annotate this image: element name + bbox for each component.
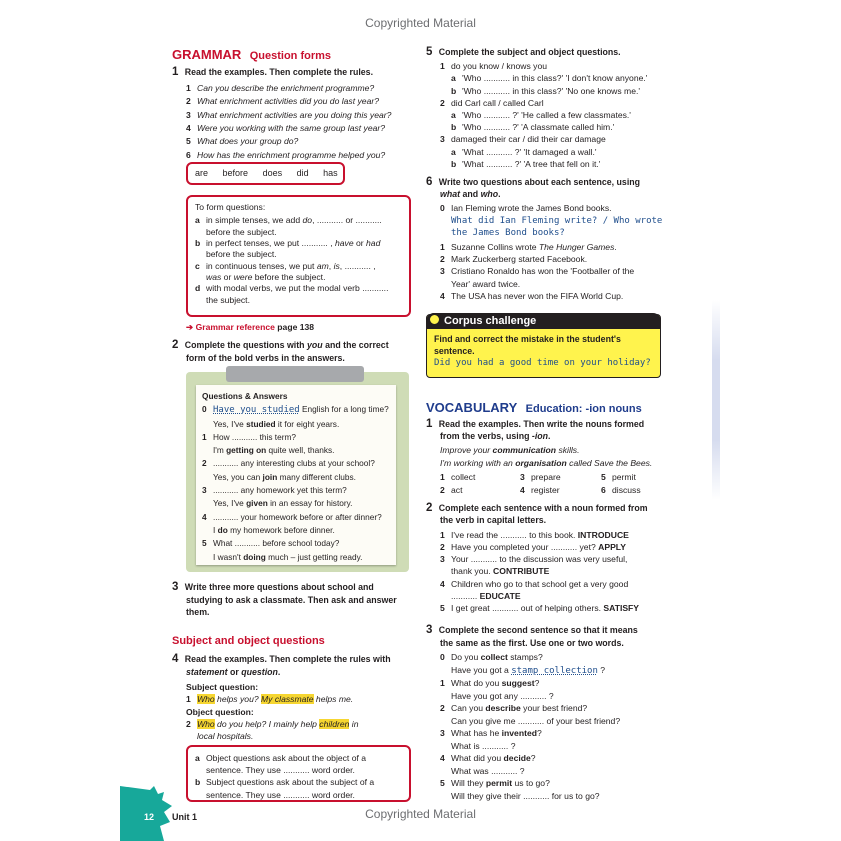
rule-b-cont: sentence. They use ........... word order.: [206, 789, 355, 800]
rules-box: [186, 195, 411, 317]
vocabulary-heading: [426, 399, 642, 417]
grammar-subtitle: Question forms: [249, 50, 332, 62]
watermark-top: Copyrighted Material: [365, 16, 476, 30]
list-item: 3 What has he invented?: [440, 728, 542, 738]
list-item: 4 What did you decide?: [440, 753, 536, 763]
vocab-exercise-2: [426, 502, 648, 615]
list-item: 1 I've read the ........... to this book. INTRODUCE: [440, 529, 629, 540]
grammar-title: GRAMMAR: [172, 47, 242, 62]
corpus-challenge-title: Corpus challenge: [444, 315, 537, 327]
list-item: 2 Have you completed your ........... yet? APPLY: [440, 541, 626, 552]
list-item: a 'What ........... ?' 'It damaged a wall.': [451, 146, 597, 157]
corpus-instruction: Find and correct the mistake in the student's: [434, 334, 621, 344]
list-item: 3 What enrichment activities are you doing this year?: [186, 109, 392, 120]
example-list: [186, 83, 391, 163]
corpus-instruction-cont: sentence.: [434, 346, 475, 357]
answer-row: I do my homework before dinner.: [213, 524, 335, 535]
list-item: 3 Your ........... to the discussion was very useful,: [440, 554, 628, 565]
list-item-cont: thank you. CONTRIBUTE: [451, 566, 550, 577]
word-item: 2 act: [440, 484, 463, 495]
list-item: 0 Do you collect stamps?: [440, 652, 543, 662]
question-row: 1 How ........... this term?: [202, 431, 296, 442]
answer-row: Yes, I've studied it for eight years.: [213, 418, 340, 429]
exercise-instruction-cont: them.: [186, 606, 210, 617]
question-row: 3 ........... any homework yet this term?: [202, 485, 347, 496]
list-item-cont: Have you got any ........... ?: [451, 690, 554, 701]
grammar-exercise-1: [172, 65, 391, 163]
exercise-instruction: Read the examples. Then write the nouns formed: [438, 419, 645, 429]
list-item: 1 What do you suggest?: [440, 678, 540, 688]
exercise-instruction: Complete the subject and object questions.: [438, 47, 621, 57]
exercise-instruction: Complete the second sentence so that it means: [438, 625, 638, 635]
list-item: 0 Ian Fleming wrote the James Bond books.: [440, 203, 612, 214]
rule-a: a Object questions ask about the object of a: [195, 753, 367, 763]
exercise-instruction-cont: studying to ask a classmate. Then ask and answer: [186, 595, 397, 606]
handwritten-answer: Have you studied: [213, 405, 300, 416]
page-edge-decoration: [712, 300, 720, 500]
subject-question-example: 1 Who helps you? My classmate helps me.: [186, 694, 354, 705]
exercise-number: 4: [172, 653, 179, 665]
rule-b: b in perfect tenses, we put ........... , have or had: [195, 238, 381, 249]
grammar-reference-page: page 138: [277, 322, 315, 332]
list-item: b 'What ........... ?' 'A tree that fell on it.': [451, 158, 601, 169]
exercise-instruction: Read the examples. Then complete the rules with: [184, 654, 391, 664]
list-item-cont: Can you give me ........... of your best friend?: [451, 715, 621, 726]
word-item: 1 collect: [440, 471, 476, 482]
exercise-instruction-cont: from the verbs, using -ion.: [440, 431, 551, 442]
answer-row: I wasn't doing much – just getting ready.: [213, 551, 363, 562]
rule-b: b Subject questions ask about the subject of a: [195, 777, 375, 788]
list-item: a 'Who ........... in this class?' 'I don't know anyone.': [451, 73, 648, 84]
list-item: 5 I get great ........... out of helping others. SATISFY: [440, 603, 640, 614]
word-item: 3 prepare: [520, 471, 561, 482]
rule-c: c in continuous tenses, we put am, is, ........... ,: [195, 260, 376, 271]
exercise-instruction-cont: what and who.: [440, 189, 501, 200]
exercise-instruction-cont: the verb in capital letters.: [440, 515, 547, 526]
object-question-label: Object question:: [186, 706, 254, 717]
card-title: Questions & Answers: [202, 391, 288, 401]
rule-a-cont: sentence. They use ........... word order.: [206, 765, 355, 776]
rule-a: a in simple tenses, we add do, ........... or ...........: [195, 215, 382, 226]
corpus-challenge-icon: [428, 313, 441, 326]
question-row: 2 ........... any interesting clubs at your school?: [202, 458, 375, 469]
grammar-exercise-6: [426, 176, 662, 302]
subject-question-label: Subject question:: [186, 681, 259, 692]
grammar-reference-link[interactable]: [186, 322, 314, 333]
exercise-instruction: Complete each sentence with a noun formed from: [438, 503, 648, 513]
watermark-bottom: Copyrighted Material: [365, 807, 476, 821]
exercise-instruction-cont: form of the bold verbs in the answers.: [186, 353, 345, 364]
list-item: 2 Mark Zuckerberg started Facebook.: [440, 254, 588, 265]
list-item: 1 do you know / knows you: [440, 61, 548, 72]
answer-row: Yes, you can join many different clubs.: [213, 471, 356, 482]
grammar-reference-label: Grammar reference: [195, 322, 275, 332]
list-item: 2 did Carl call / called Carl: [440, 97, 544, 108]
clipboard-clip: [226, 366, 364, 382]
exercise-number: 1: [426, 418, 433, 430]
grammar-exercise-3: [172, 580, 397, 618]
exercise-number: 3: [172, 581, 179, 593]
word-box-item: does: [262, 168, 283, 178]
word-box-item: before: [222, 168, 249, 178]
list-item: 1 Suzanne Collins wrote The Hunger Games.: [440, 242, 617, 253]
questions-card: [196, 385, 396, 565]
section-subtitle: Subject and object questions: [172, 635, 325, 647]
list-item: 2 What enrichment activities did you do last year?: [186, 96, 379, 107]
list-item-cont: Have you got a stamp collection ?: [451, 664, 606, 676]
exercise-instruction: Complete the questions with you and the correct: [184, 340, 389, 350]
word-grid: [440, 471, 660, 497]
vocabulary-title: VOCABULARY: [426, 400, 518, 415]
word-box-item: has: [323, 168, 338, 178]
object-question-cont: local hospitals.: [197, 731, 254, 742]
list-item: 4 The USA has never won the FIFA World Cup.: [440, 290, 624, 301]
list-item: b 'Who ........... ?' 'A classmate called him.': [451, 122, 615, 133]
vocab-exercise-3: [426, 624, 638, 802]
list-item: 6 How has the enrichment programme helped you?: [186, 149, 386, 160]
exercise-number: 2: [426, 502, 433, 514]
word-box: [186, 162, 345, 185]
rule-a-cont: before the subject.: [206, 226, 277, 237]
exercise-instruction: Write three more questions about school and: [184, 582, 374, 592]
footer-unit-label: Unit 1: [172, 812, 198, 822]
vocab-exercise-1: [426, 418, 660, 497]
exercise-instruction: Write two questions about each sentence, using: [438, 177, 641, 187]
list-item-cont: Will they give their ........... for us to go?: [451, 790, 600, 801]
corpus-challenge-body: [434, 333, 651, 370]
rules-title: To form questions:: [195, 202, 266, 212]
list-item: 5 Will they permit us to go?: [440, 778, 550, 788]
exercise-number: 6: [426, 176, 433, 188]
list-item-cont: What is ........... ?: [451, 740, 516, 751]
object-question-example: 2 Who do you help? I mainly help children in: [186, 719, 359, 729]
list-item: 1 Can you describe the enrichment programme?: [186, 83, 375, 94]
list-item: 4 Were you working with the same group last year?: [186, 123, 386, 134]
exercise-number: 5: [426, 46, 433, 58]
word-box-item: did: [296, 168, 309, 178]
exercise-number: 1: [172, 66, 179, 78]
answer-row: I'm getting on quite well, thanks.: [213, 445, 335, 456]
handwritten-answer: stamp collection: [511, 665, 598, 676]
answer-row: Yes, I've given in an essay for history.: [213, 498, 353, 509]
handwritten-answer: What did Ian Fleming write? / Who wrote: [451, 215, 663, 226]
word-item: 5 permit: [601, 471, 636, 482]
example-sentence: I'm working with an organisation called Save the Bees.: [440, 457, 653, 468]
grammar-exercise-2: [172, 338, 389, 365]
rule-d: d with modal verbs, we put the modal verb ...........: [195, 283, 389, 294]
list-item: 5 What does your group do?: [186, 136, 299, 147]
grammar-exercise-5: [426, 46, 647, 170]
word-item: 6 discuss: [601, 484, 641, 495]
list-item: b 'Who ........... in this class?' 'No one knows me.': [451, 85, 641, 96]
exercise-number: 2: [172, 339, 179, 351]
rule-d-cont: the subject.: [206, 294, 250, 305]
corpus-sentence: Did you had a good time on your holiday?: [434, 358, 651, 369]
list-item-cont: Year' award twice.: [451, 278, 521, 289]
corpus-challenge-header: [426, 313, 661, 329]
list-item-cont: What was ........... ?: [451, 765, 525, 776]
arrow-right-icon: ➔: [186, 322, 194, 332]
exercise-instruction-cont: statement or question.: [186, 667, 281, 678]
word-item: 4 register: [520, 484, 560, 495]
grammar-exercise-4: [172, 652, 412, 743]
list-item: 3 damaged their car / did their car damage: [440, 134, 606, 145]
list-item: 2 Can you describe your best friend?: [440, 703, 588, 713]
question-row: 5 What ........... before school today?: [202, 538, 340, 549]
list-item: a 'Who ........... ?' 'He called a few classmates.': [451, 110, 631, 121]
rules-box-2: [186, 745, 411, 802]
rule-c-cont: was or were before the subject.: [206, 272, 326, 283]
exercise-instruction: Read the examples. Then complete the rules.: [184, 67, 374, 77]
question-row: 4 ........... your homework before or after dinner?: [202, 511, 382, 522]
grammar-heading: [172, 46, 331, 64]
rule-b-cont: before the subject.: [206, 249, 277, 260]
list-item: 3 Cristiano Ronaldo has won the 'Footballer of the: [440, 266, 635, 277]
handwritten-answer: the James Bond books?: [451, 227, 565, 238]
exercise-instruction-cont: the same as the first. Use one or two words.: [440, 637, 624, 648]
list-item-cont: ........... EDUCATE: [451, 591, 521, 602]
example-sentence: Improve your communication skills.: [440, 445, 580, 456]
vocabulary-subtitle: Education: -ion nouns: [525, 403, 642, 415]
question-row: 0 Have you studied English for a long time?: [202, 404, 389, 416]
exercise-number: 3: [426, 624, 433, 636]
list-item: 4 Children who go to that school get a very good: [440, 578, 629, 589]
footer-page-number: 12: [144, 812, 155, 822]
word-box-item: are: [195, 168, 209, 178]
